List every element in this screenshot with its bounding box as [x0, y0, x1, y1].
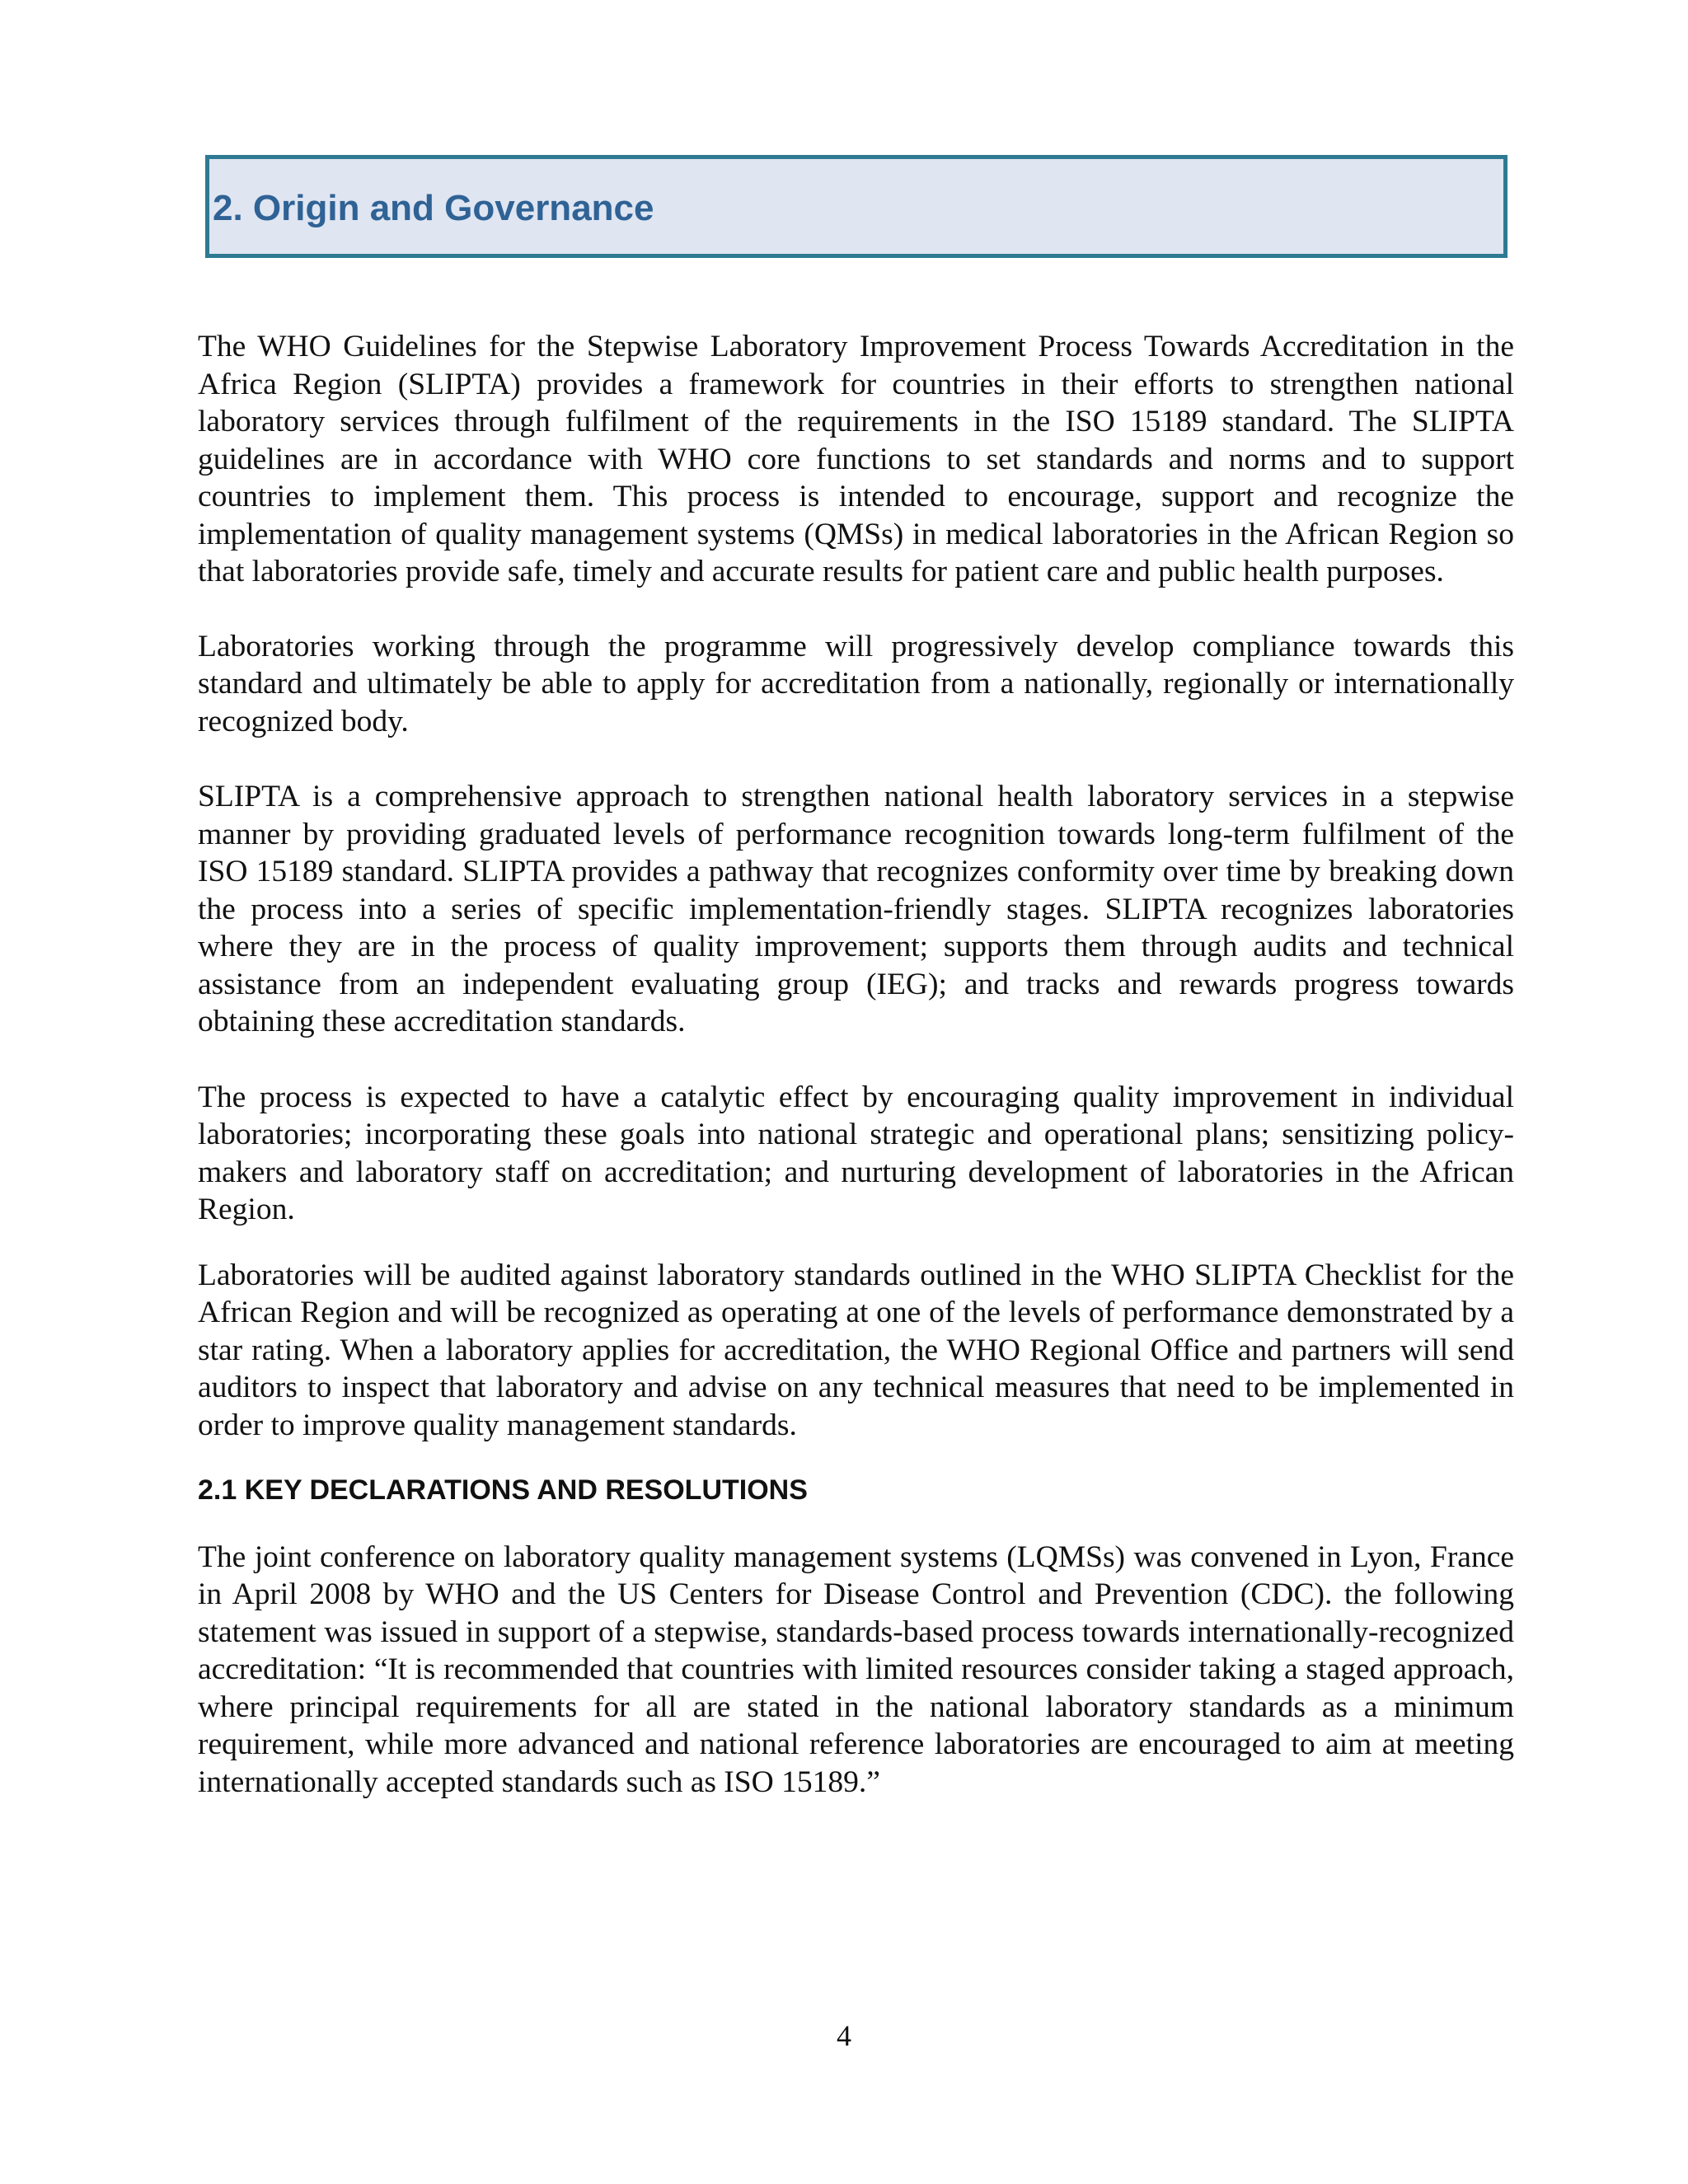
body-content	[198, 328, 1514, 1801]
section-heading-box	[205, 155, 1507, 258]
paragraph-catalytic-effect: The process is expected to have a catalytic effect by encouraging quality improvement in individual laboratories; incorporating these goals into national strategic and operational plans; sensitizing policy-makers and laboratory staff on accreditation; and nurturing development of laboratories in the African Region.	[198, 1080, 1514, 1226]
page-number: 4	[837, 2019, 851, 2052]
paragraph-progressive-compliance: Laboratories working through the programme will progressively develop compliance towards this standard and ultimately be able to apply for accreditation from a nationally, regionally or internationally recognized body.	[198, 629, 1514, 738]
paragraph-slipta-framework: The WHO Guidelines for the Stepwise Laboratory Improvement Process Towards Accreditation in the Africa Region (SLIPTA) provides a framework for countries in their efforts to strengthen national laboratory services through fulfilment of the requirements in the ISO 15189 standard. The SLIPTA guidelines are in accordance with WHO core functions to set standards and norms and to support countries to implement them. This process is intended to encourage, support and recognize the implementation of quality management systems (QMSs) in medical laboratories in the African Region so that laboratories provide safe, timely and accurate results for patient care and public health purposes.	[198, 330, 1514, 588]
paragraph-lyon-conference: The joint conference on laboratory quality management systems (LQMSs) was convened in Lyon, France in April 2008 by WHO and the US Centers for Disease Control and Prevention (CDC). the following statement was issued in support of a stepwise, standards-based process towards internationally-recognized accreditation: “It is recommended that countries with limited resources consider taking a staged approach, where principal requirements for all are stated in the national laboratory standards as a minimum requirement, while more advanced and national reference laboratories are encouraged to aim at meeting internationally accepted standards such as ISO 15189.”	[198, 1540, 1514, 1799]
section-title: 2. Origin and Governance	[213, 188, 654, 228]
subsection-title: 2.1 KEY DECLARATIONS AND RESOLUTIONS	[198, 1474, 808, 1506]
paragraph-audit-process: Laboratories will be audited against laboratory standards outlined in the WHO SLIPTA Checklist for the African Region and will be recognized as operating at one of the levels of performance demonstrated by a star rating. When a laboratory applies for accreditation, the WHO Regional Office and partners will send auditors to inspect that laboratory and advise on any technical measures that need to be implemented in order to improve quality management standards.	[198, 1258, 1514, 1442]
paragraph-comprehensive-approach: SLIPTA is a comprehensive approach to strengthen national health laboratory services in a stepwise manner by providing graduated levels of performance recognition towards long-term fulfilment of the ISO 15189 standard. SLIPTA provides a pathway that recognizes conformity over time by breaking down the process into a series of specific implementation-friendly stages. SLIPTA recognizes laboratories where they are in the process of quality improvement; supports them through audits and technical assistance from an independent evaluating group (IEG); and tracks and rewards progress towards obtaining these accreditation standards.	[198, 780, 1514, 1038]
